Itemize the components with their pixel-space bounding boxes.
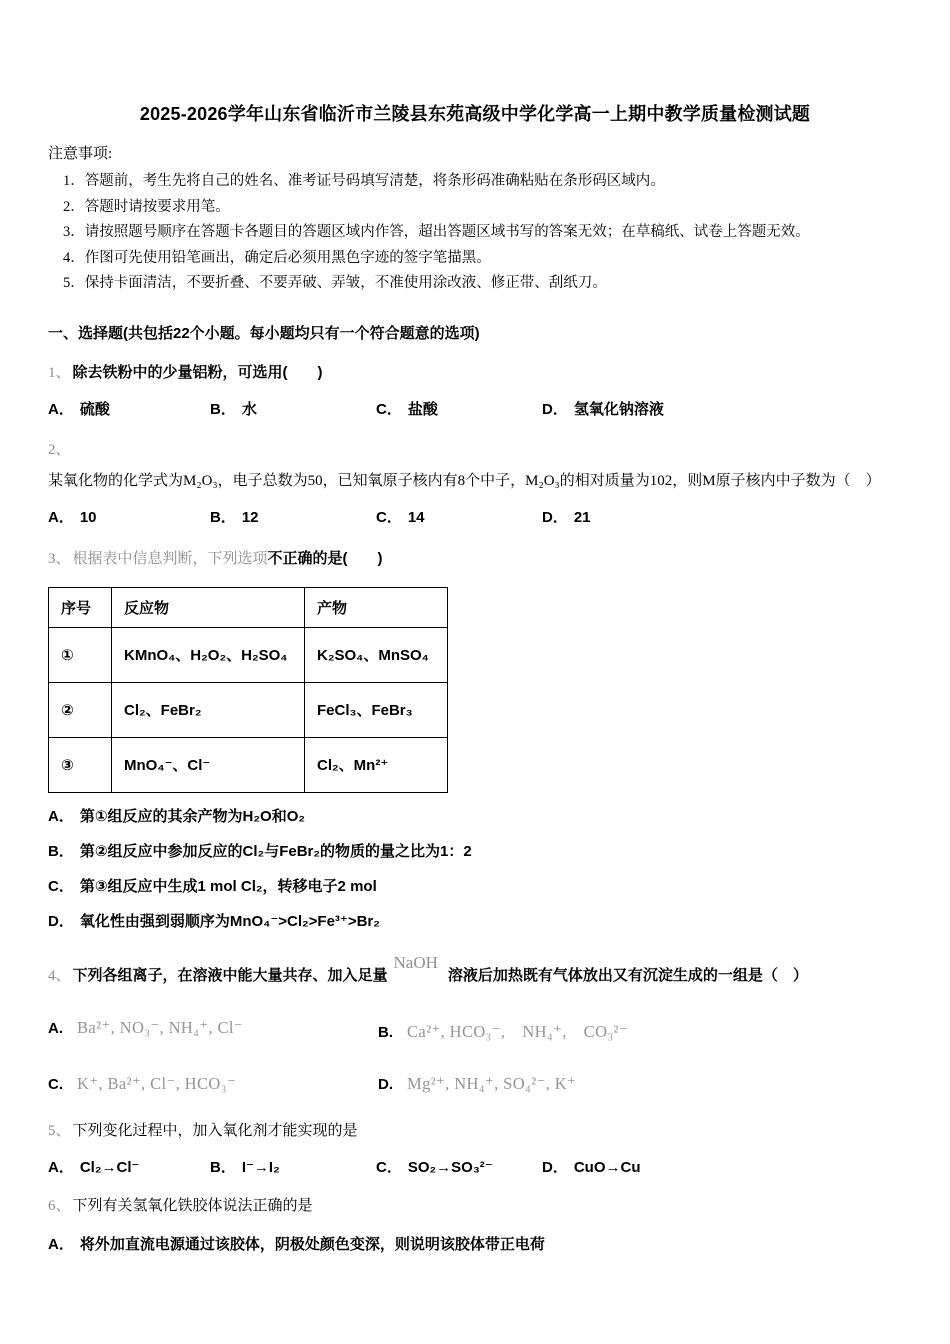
- question-4: [48, 952, 902, 1094]
- question-3-option-d: [48, 911, 902, 933]
- option-label: A．: [48, 1235, 74, 1253]
- question-1-option-d: [542, 399, 902, 421]
- option-text: 将外加直流电源通过该胶体，阴极处颜色变深，则说明该胶体带正电荷: [79, 1235, 545, 1253]
- table-cell: ②: [49, 682, 112, 737]
- option-text: 21: [573, 508, 591, 526]
- question-1-options: [48, 399, 902, 421]
- question-6-stem: [48, 1191, 902, 1222]
- option-label: B.: [378, 1023, 393, 1041]
- question-2-text: 某氧化物的化学式为M₂O₃，电子总数为50，已知氧原子核内有8个中子，M₂O₃的相对质量为102，则M原子核内中子数为（ ）: [48, 472, 881, 489]
- option-label: C．: [376, 508, 402, 526]
- option-label: D．: [48, 912, 74, 930]
- question-3-options: [48, 806, 902, 933]
- option-label: C．: [48, 877, 74, 895]
- option-text: CuO→Cu: [573, 1158, 641, 1176]
- question-4-option-d: [378, 1074, 902, 1094]
- option-text: 氧化性由强到弱顺序为MnO₄⁻>Cl₂>Fe³⁺>Br₂: [79, 912, 380, 930]
- notice-item: 2．答题时请按要求用笔。: [63, 198, 230, 215]
- option-text: 12: [241, 508, 259, 526]
- table-cell: KMnO₄、H₂O₂、H₂SO₄: [112, 627, 305, 682]
- question-1-option-a: [48, 399, 210, 421]
- option-label: D．: [542, 1158, 568, 1176]
- question-5-text: 下列变化过程中，加入氧化剂才能实现的是: [72, 1122, 358, 1139]
- question-5-option-b: [210, 1157, 376, 1179]
- section-one-header: 一、选择题(共包括22个小题。每小题均只有一个符合题意的选项): [48, 324, 480, 342]
- option-text: I⁻→I₂: [241, 1158, 280, 1176]
- question-5-option-d: [542, 1157, 902, 1179]
- question-5-stem: [48, 1116, 902, 1147]
- question-1: [48, 357, 902, 421]
- table-cell: K₂SO₄、MnSO₄: [305, 627, 448, 682]
- question-3-stem: [48, 543, 902, 575]
- option-text: 第①组反应的其余产物为H₂O和O₂: [79, 807, 306, 825]
- table-row: [49, 627, 448, 682]
- question-1-number: 1、: [48, 364, 71, 381]
- question-2-option-b: [210, 507, 376, 529]
- table-cell: ①: [49, 627, 112, 682]
- question-2-option-a: [48, 507, 210, 529]
- table-cell: FeCl₃、FeBr₃: [305, 682, 448, 737]
- notice-item: 5．保持卡面清洁，不要折叠、不要弄破、弄皱，不准使用涂改液、修正带、刮纸刀。: [63, 275, 607, 291]
- ion-group-formula: Ca²⁺, HCO₃⁻, NH₄⁺, CO₃²⁻: [407, 1021, 629, 1041]
- question-1-text: 除去铁粉中的少量铝粉，可选用( ): [72, 363, 323, 381]
- option-label: A．: [48, 807, 74, 825]
- question-3-text: 根据表中信息判断，下列选项: [72, 550, 268, 567]
- option-label: B．: [48, 842, 74, 860]
- ion-group-formula: K⁺, Ba²⁺, Cl⁻, HCO₃⁻: [77, 1073, 236, 1093]
- notice-item: 1．答题前，考生先将自己的姓名、准考证号码填写清楚，将条形码准确粘贴在条形码区域内。: [63, 173, 665, 189]
- table-header-cell: 反应物: [112, 587, 305, 627]
- option-text: 氢氧化钠溶液: [573, 400, 664, 418]
- table-header-row: [49, 587, 448, 627]
- table-header-cell: 序号: [49, 587, 112, 627]
- question-2-options: [48, 507, 902, 529]
- question-5-options: [48, 1157, 902, 1179]
- question-6-number: 6、: [48, 1197, 71, 1214]
- table-header-cell: 产物: [305, 587, 448, 627]
- page-title: 2025-2026学年山东省临沂市兰陵县东苑高级中学化学高一上期中教学质量检测试题: [139, 104, 811, 124]
- question-2: [48, 435, 902, 529]
- option-label: A．: [48, 508, 74, 526]
- option-label: C．: [376, 400, 402, 418]
- table-cell: Cl₂、Mn²⁺: [305, 737, 448, 792]
- ion-group-formula: Mg²⁺, NH₄⁺, SO₄²⁻, K⁺: [407, 1073, 577, 1093]
- option-text: Cl₂→Cl⁻: [79, 1158, 140, 1176]
- question-3-number: 3、: [48, 550, 71, 567]
- question-2-option-c: [376, 507, 542, 529]
- ion-group-formula: Ba²⁺, NO₃⁻, NH₄⁺, Cl⁻: [77, 1017, 244, 1037]
- question-4-options: [48, 1018, 902, 1094]
- option-label: C．: [376, 1158, 402, 1176]
- option-text: 水: [241, 400, 257, 418]
- question-6-text: 下列有关氢氧化铁胶体说法正确的是: [72, 1197, 313, 1214]
- question-3-option-a: [48, 806, 902, 828]
- notice-item: 3．请按照题号顺序在答题卡各题目的答题区域内作答，超出答题区域书写的答案无效；在草稿纸、试卷上答题无效。: [63, 224, 810, 240]
- table-cell: Cl₂、FeBr₂: [112, 682, 305, 737]
- question-5-number: 5、: [48, 1122, 71, 1139]
- question-5-option-a: [48, 1157, 210, 1179]
- question-4-text-after: 溶液后加热既有气体放出又有沉淀生成的一组是（ ）: [447, 966, 808, 984]
- question-6: [48, 1191, 902, 1256]
- table-row: [49, 737, 448, 792]
- option-label: B．: [210, 1158, 236, 1176]
- question-2-option-d: [542, 507, 902, 529]
- option-label: A.: [48, 1019, 63, 1037]
- naoh-formula: NaOH: [393, 952, 438, 972]
- question-5: [48, 1116, 902, 1179]
- option-label: D．: [542, 508, 568, 526]
- table-cell: ③: [49, 737, 112, 792]
- question-5-option-c: [376, 1157, 542, 1179]
- question-1-option-b: [210, 399, 376, 421]
- option-label: A．: [48, 1158, 74, 1176]
- notice-header: 注意事项:: [48, 146, 113, 162]
- question-6-option-a: [48, 1234, 902, 1256]
- option-label: A．: [48, 400, 74, 418]
- q3-reaction-table: [48, 587, 448, 793]
- question-3-text-emphasis: 不正确的是( ): [267, 549, 383, 567]
- option-text: 硫酸: [79, 400, 110, 418]
- option-text: 盐酸: [407, 400, 438, 418]
- question-3: [48, 543, 902, 933]
- question-4-stem: [48, 952, 902, 992]
- notice-item: 4．作图可先使用铅笔画出，确定后必须用黑色字迹的签字笔描黑。: [63, 249, 491, 266]
- question-2-number: 2、: [48, 441, 71, 458]
- notice-section: [48, 142, 902, 297]
- question-3-option-b: [48, 841, 902, 863]
- option-text: 第③组反应中生成1 mol Cl₂，转移电子2 mol: [79, 877, 377, 895]
- question-2-stem: [48, 435, 902, 497]
- table-cell: MnO₄⁻、Cl⁻: [112, 737, 305, 792]
- question-1-stem: [48, 357, 902, 389]
- option-label: B．: [210, 508, 236, 526]
- question-4-text-before: 下列各组离子，在溶液中能大量共存、加入足量: [72, 966, 388, 984]
- option-label: D.: [378, 1075, 393, 1093]
- question-4-option-a: [48, 1018, 378, 1042]
- option-label: B．: [210, 400, 236, 418]
- option-text: 第②组反应中参加反应的Cl₂与FeBr₂的物质的量之比为1：2: [79, 842, 472, 860]
- question-4-option-b: [378, 1018, 902, 1042]
- table-row: [49, 682, 448, 737]
- question-4-option-c: [48, 1074, 378, 1094]
- option-text: SO₂→SO₃²⁻: [407, 1158, 493, 1176]
- option-label: D．: [542, 400, 568, 418]
- option-text: 14: [407, 508, 425, 526]
- question-4-number: 4、: [48, 967, 71, 984]
- option-text: 10: [79, 508, 97, 526]
- question-1-option-c: [376, 399, 542, 421]
- option-label: C.: [48, 1075, 63, 1093]
- question-3-option-c: [48, 876, 902, 898]
